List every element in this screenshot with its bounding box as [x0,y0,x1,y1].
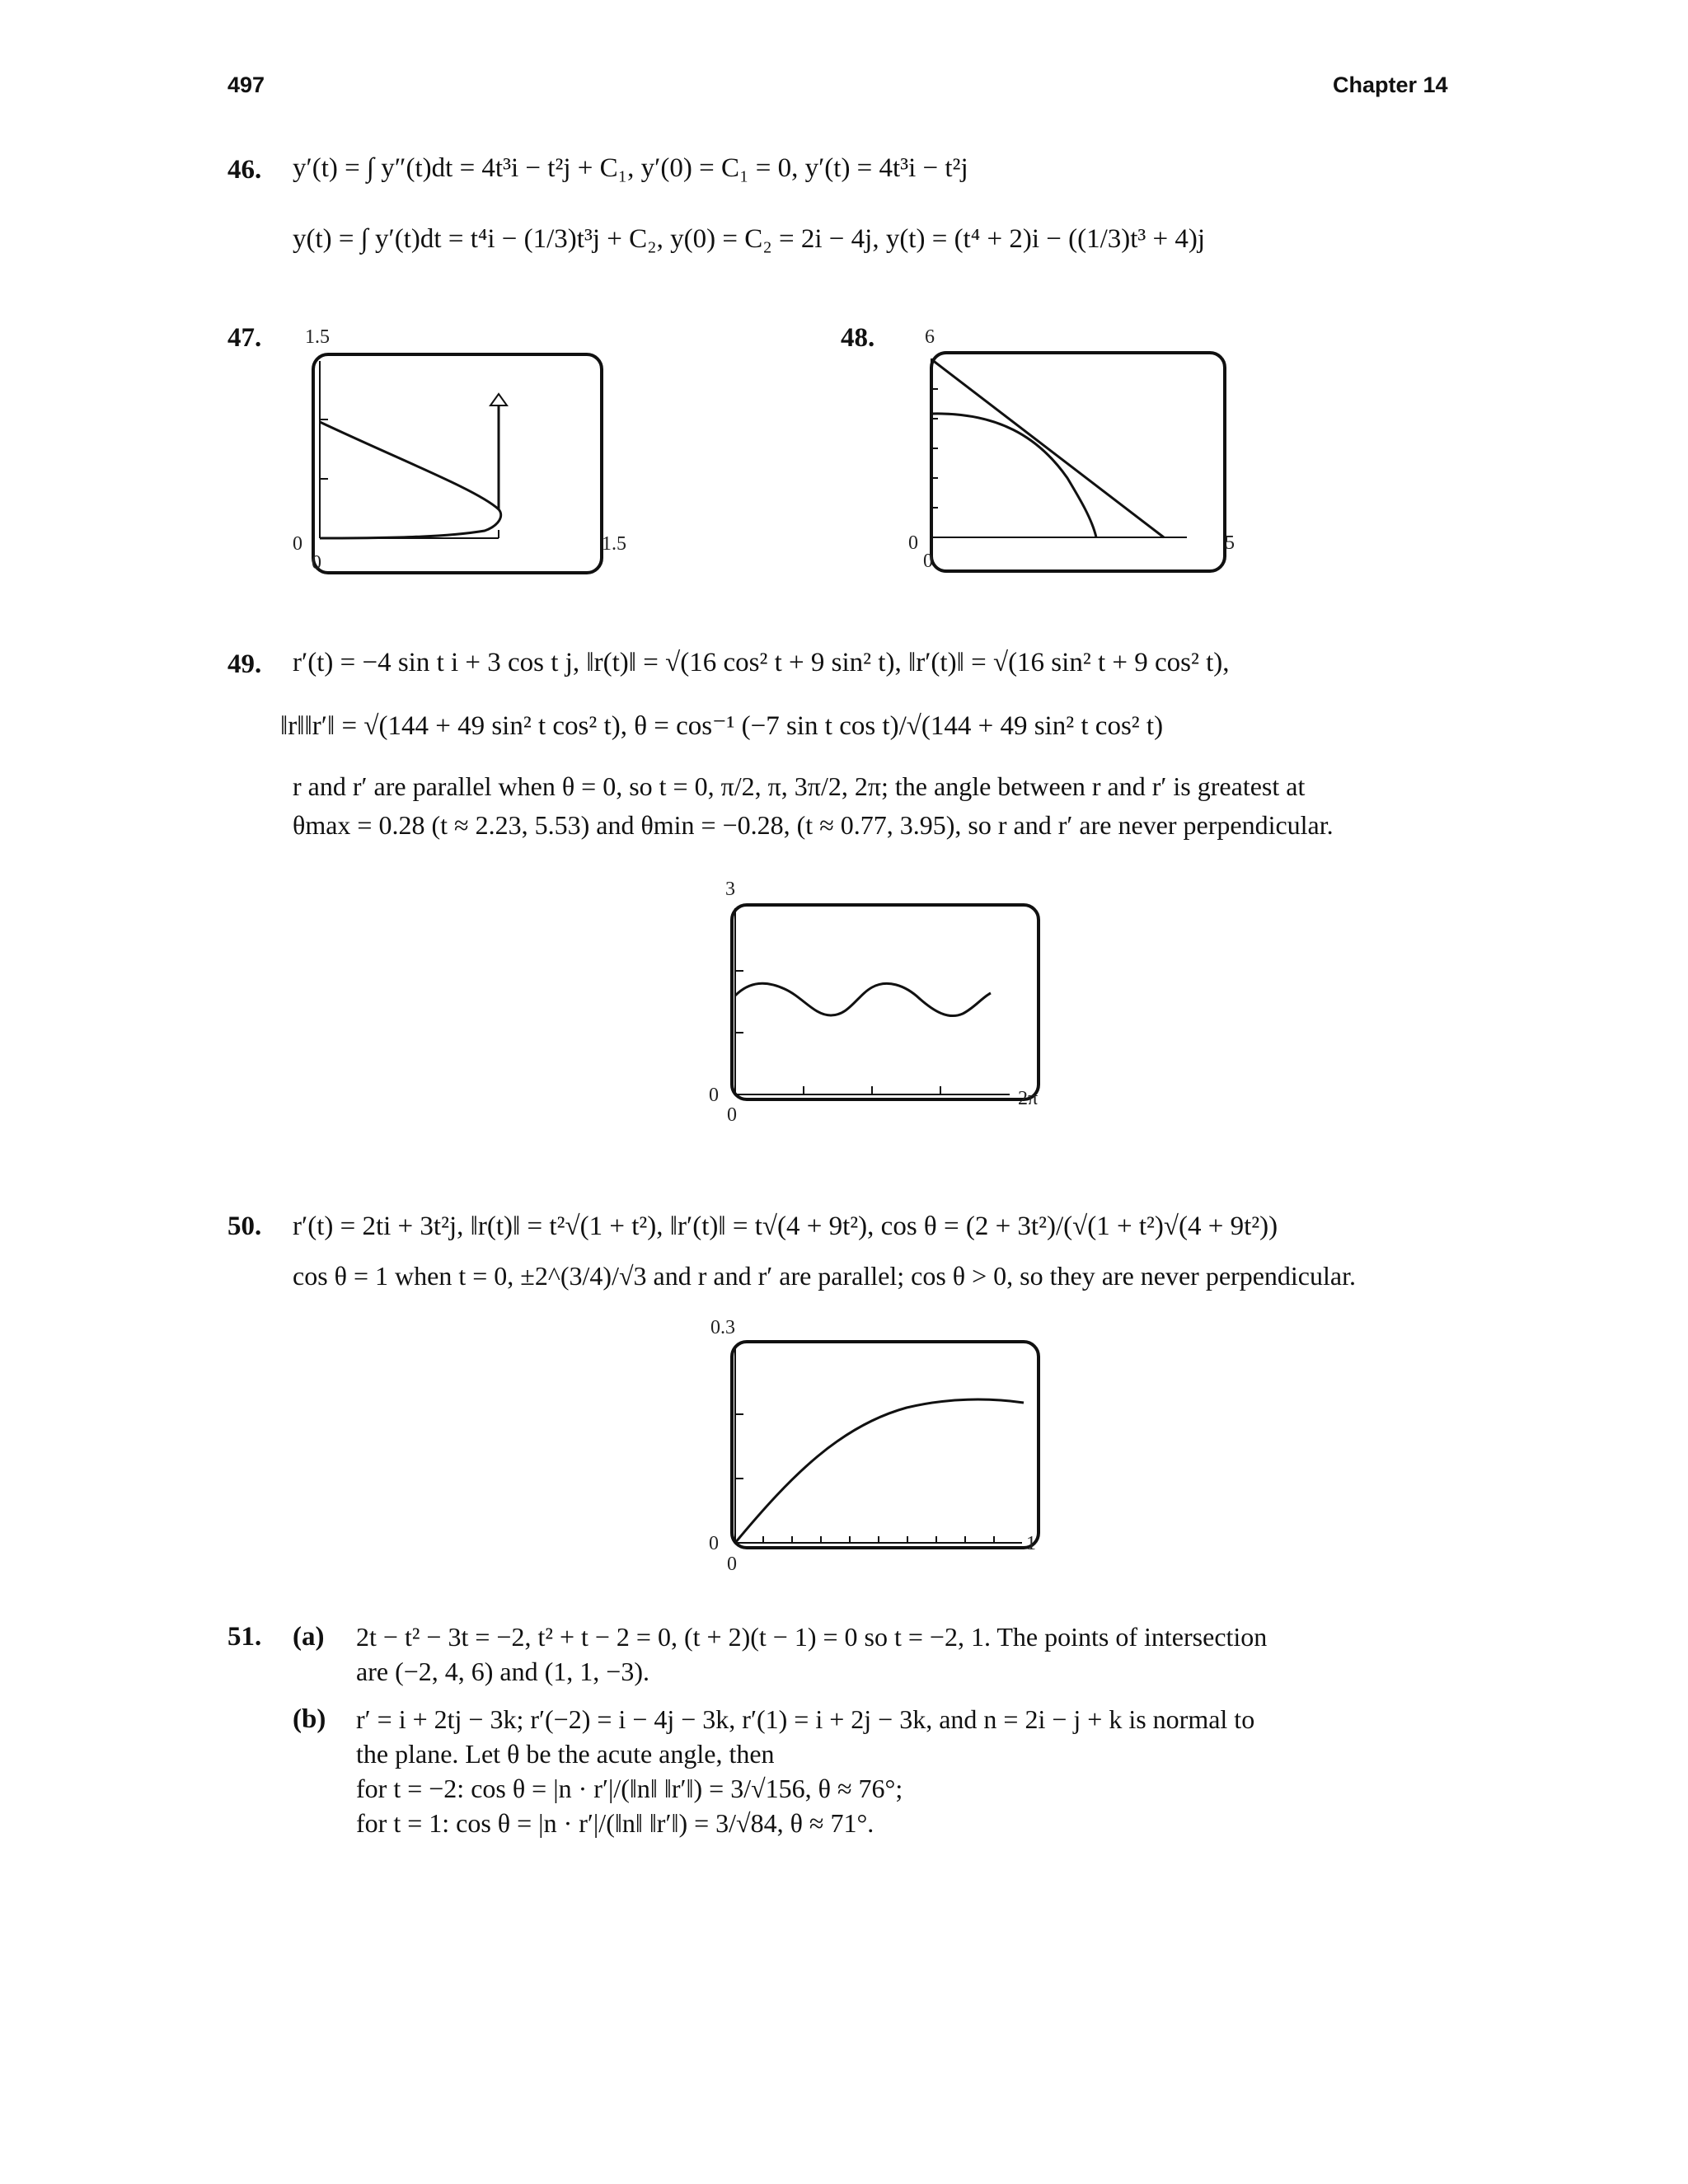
problem-number-47: 47. [227,323,262,353]
problem-number-51: 51. [227,1622,262,1652]
p51-b-line3: for t = −2: cos θ = |n · r′|/(‖n‖ ‖r′‖) = 3/√156, θ ≈ 76°; [356,1774,903,1803]
graph-49 [701,874,1063,1137]
graph-47-xmax: 1.5 [602,533,626,555]
graph-48 [898,321,1245,602]
graph-50 [701,1310,1063,1582]
problem-number-50: 50. [227,1212,262,1241]
graph-47-ymin: 0 [293,533,302,555]
p49-line4: θmax = 0.28 (t ≈ 2.23, 5.53) and θmin = −0.28, (t ≈ 0.77, 3.95), so r and r′ are never perpendicular. [293,810,1334,840]
graph-47-xmin: 0 [312,552,321,574]
graph-49-xmax: 2π [1018,1088,1039,1109]
graph-48-xmin: 0 [923,551,933,572]
p51-b-line2: the plane. Let θ be the acute angle, then [356,1739,775,1769]
graph-48-tangent-line [931,359,1164,537]
graph-50-xmin: 0 [727,1554,737,1575]
p51-b-line4: for t = 1: cos θ = |n · r′|/(‖n‖ ‖r′‖) = 3/√84, θ ≈ 71°. [356,1808,874,1838]
graph-49-curve [735,983,991,1015]
p51-part-b-label: (b) [293,1704,326,1734]
p51-part-a-label: (a) [293,1622,325,1652]
graph-47-curve [320,422,501,538]
p46-line2: y(t) = ∫ y′(t)dt = t⁴i − (1/3)t³j + C₂, y(0) = C₂ = 2i − 4j, y(t) = (t⁴ + 2)i − ((1/3)t³ + 4)j [293,224,1206,254]
p51-a-line1: 2t − t² − 3t = −2, t² + t − 2 = 0, (t + 2)(t − 1) = 0 so t = −2, 1. The points of intersection [356,1622,1268,1652]
problem-number-49: 49. [227,649,262,679]
graph-48-ymin: 0 [908,532,918,554]
graph-50-ymin: 0 [709,1533,719,1554]
graph-49-ymax: 3 [725,879,735,900]
page-number: 497 [227,73,265,97]
p51-a-line2: are (−2, 4, 6) and (1, 1, −3). [356,1657,649,1686]
p50-line1: r′(t) = 2ti + 3t²j, ‖r(t)‖ = t²√(1 + t²), ‖r′(t)‖ = t√(4 + 9t²), cos θ = (2 + 3t²)/(√(1 + t²)√(4 + 9t²)) [293,1212,1278,1241]
graph-47-ymax: 1.5 [305,326,330,348]
graph-48-curve [931,414,1096,537]
graph-50-ymax: 0.3 [710,1317,735,1338]
p49-line3: r and r′ are parallel when θ = 0, so t = 0, π/2, π, 3π/2, 2π; the angle between r and r′ is greatest at [293,771,1306,801]
graph-50-curve [735,1399,1024,1543]
problem-number-48: 48. [841,323,875,353]
graph-47 [288,321,626,602]
p49-line2: ‖r‖‖r′‖ = √(144 + 49 sin² t cos² t), θ = cos⁻¹ (−7 sin t cos t)/√(144 + 49 sin² t cos² t) [280,711,1164,741]
graph-49-ymin: 0 [709,1085,719,1106]
graph-48-ymax: 6 [925,326,935,348]
graph-49-xmin: 0 [727,1104,737,1126]
p51-b-line1: r′ = i + 2tj − 3k; r′(−2) = i − 4j − 3k, r′(1) = i + 2j − 3k, and n = 2i − j + k is normal to [356,1704,1255,1734]
chapter-title: Chapter 14 [1333,73,1448,97]
graph-50-xmax: 1 [1026,1533,1036,1554]
graph-48-xmax: 5 [1225,532,1235,554]
p46-line1: y′(t) = ∫ y″(t)dt = 4t³i − t²j + C₁, y′(0) = C₁ = 0, y′(t) = 4t³i − t²j [293,153,968,183]
p49-line1: r′(t) = −4 sin t i + 3 cos t j, ‖r(t)‖ = √(16 cos² t + 9 sin² t), ‖r′(t)‖ = √(16 sin² t + 9 cos² t), [293,648,1230,677]
problem-number-46: 46. [227,155,262,185]
p50-line2: cos θ = 1 when t = 0, ±2^(3/4)/√3 and r and r′ are parallel; cos θ > 0, so they are never perpendicular. [293,1261,1356,1291]
